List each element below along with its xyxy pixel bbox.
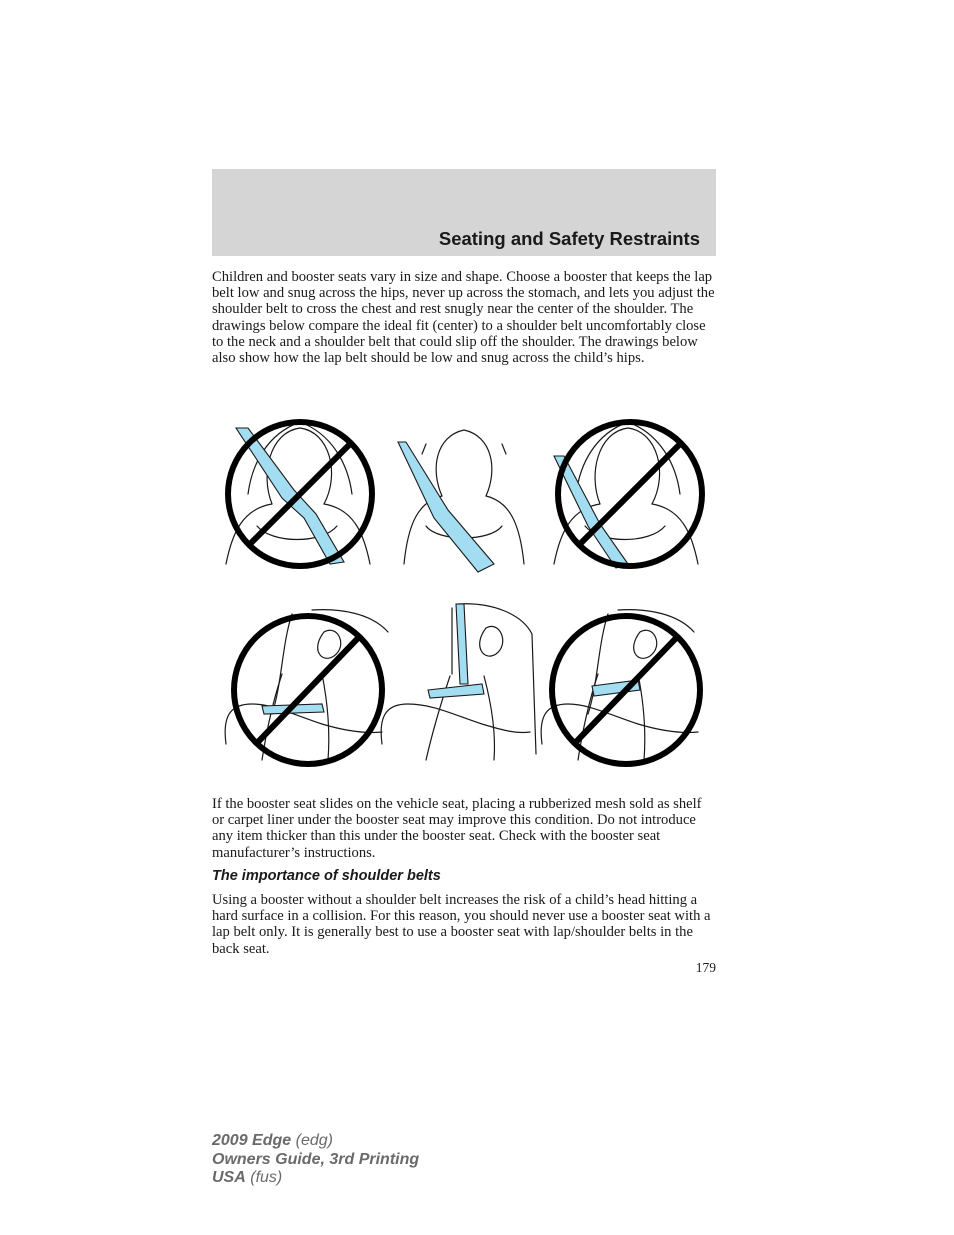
torso-diagram-incorrect-neck: [226, 422, 372, 566]
subheading: The importance of shoulder belts: [212, 868, 441, 884]
footer-market-code: (fus): [250, 1169, 283, 1186]
torso-diagram-incorrect-shoulder: [554, 422, 702, 568]
document-footer: [212, 1132, 419, 1188]
footer-market: USA: [212, 1169, 246, 1186]
booster-slide-paragraph: If the booster seat slides on the vehicle seat, placing a rubberized mesh sold as shelf or carpet liner under the booster seat may improve this condition. Do not introduce any item thicker than this under the booster seat. Check with the booster seat manufacturer’s instructions.: [212, 796, 702, 861]
intro-paragraph: Children and booster seats vary in size and shape. Choose a booster that keeps the lap belt low and snug across the hips, never up across the stomach, and lets you adjust the shoulder belt to cross the chest and rest snugly near the center of the shoulder. The drawings below compare the ideal fit (center) to a shoulder belt uncomfortably close to the neck and a shoulder belt that could slip off the shoulder. The drawings below also show how the lap belt should be low and snug across the child’s hips.: [212, 269, 715, 367]
booster-diagram-correct: [381, 604, 536, 760]
section-title: Seating and Safety Restraints: [438, 228, 700, 249]
footer-guide-edition: Owners Guide, 3rd Printing: [212, 1150, 420, 1168]
booster-diagram-incorrect-lap: [225, 610, 388, 764]
section-header-band: [212, 169, 716, 256]
booster-diagram-incorrect-stomach: [541, 610, 700, 764]
page-number: 179: [695, 960, 716, 975]
shoulder-belt-paragraph: Using a booster without a shoulder belt increases the risk of a child’s head hitting a hard surface in a collision. For this reason, you should never use a booster seat with a lap belt only. It is generally best to use a booster seat with lap/shoulder belts in the back seat.: [212, 892, 711, 957]
booster-seat-belt-fit-illustration: [212, 414, 716, 774]
footer-model: 2009 Edge: [212, 1132, 292, 1149]
torso-diagram-correct: [398, 430, 524, 572]
footer-model-code: (edg): [295, 1132, 333, 1149]
